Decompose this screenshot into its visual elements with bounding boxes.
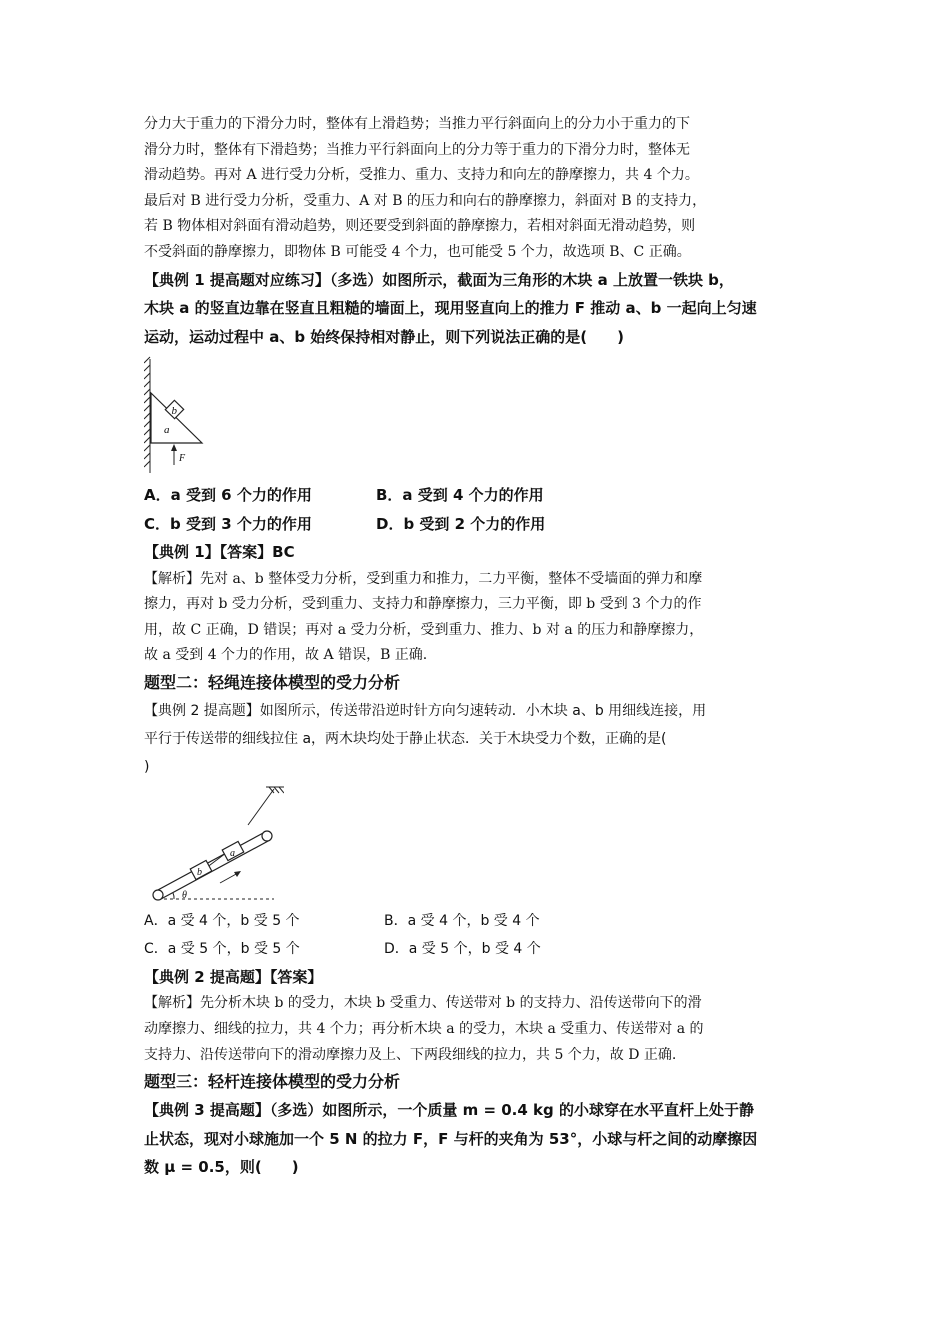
option-c: C．a 受 5 个，b 受 5 个	[144, 940, 300, 957]
belt-direction-arrow	[220, 871, 241, 883]
question-line: )	[144, 758, 150, 775]
analysis-line: 用，故 C 正确，D 错误；再对 a 受力分析，受到重力、推力、b 对 a 的压力和静摩擦力，	[144, 621, 704, 638]
option-b: B．a 受到 4 个力的作用	[376, 486, 544, 505]
question-line: 数 μ = 0.5，则( )	[144, 1158, 299, 1177]
question-line: 【典例 2 提高题】如图所示，传送带沿逆时针方向匀速转动．小木块 a、b 用细线连接，用	[144, 702, 707, 719]
analysis-continuation	[144, 112, 814, 266]
ceiling-hatching	[266, 787, 284, 793]
example-1	[144, 266, 814, 669]
force-arrow	[171, 444, 177, 465]
wedge-wall-figure	[144, 355, 216, 475]
option-a: A．a 受 4 个，b 受 5 个	[144, 912, 300, 929]
option-a: A．a 受到 6 个力的作用	[144, 486, 312, 505]
tether-string	[248, 789, 274, 825]
analysis-line: 擦力，再对 b 受力分析，受到重力、支持力和静摩擦力，三力平衡，即 b 受到 3 个力的作	[144, 596, 702, 613]
example-2	[144, 697, 814, 1068]
label-F: F	[179, 453, 186, 465]
analysis-line: 【解析】先对 a、b 整体受力分析，受到重力和推力，二力平衡，整体不受墙面的弹力和摩	[144, 570, 703, 587]
text-line: 若 B 物体相对斜面有滑动趋势，则还要受到斜面的静摩擦力，若相对斜面无滑动趋势，则	[144, 218, 696, 235]
answer-ex2: 【典例 2 提高题】【答案】	[144, 967, 323, 986]
question-line: 【典例 1 提高题对应练习】（多选）如图所示，截面为三角形的木块 a 上放置一铁块 b，	[144, 270, 734, 289]
question-line: 止状态，现对小球施加一个 5 N 的拉力 F，F 与杆的夹角为 53°，小球与杆之间的动摩擦因	[144, 1129, 758, 1148]
option-d: D．b 受到 2 个力的作用	[376, 514, 546, 533]
wedge-a	[151, 393, 202, 443]
text-line: 滑动趋势。再对 A 进行受力分析，受推力、重力、支持力和向左的静摩擦力，共 4 个力。	[144, 167, 699, 184]
analysis-line: 支持力、沿传送带向下的滑动摩擦力及上、下两段细线的拉力，共 5 个力，故 D 正确.	[144, 1046, 677, 1063]
answer-ex1: 【典例 1】【答案】BC	[144, 543, 295, 562]
section-heading-3: 题型三：轻杆连接体模型的受力分析	[144, 1072, 401, 1092]
text-line: 滑分力时，整体有下滑趋势；当推力平行斜面向上的分力等于重力的下滑分力时，整体无	[144, 141, 690, 158]
analysis-line: 动摩擦力、细线的拉力，共 4 个力；再分析木块 a 的受力，木块 a 受重力、传送带对 a 的	[144, 1021, 704, 1038]
options-ex1	[144, 481, 814, 538]
question-line: 运动，运动过程中 a、b 始终保持相对静止，则下列说法正确的是( )	[144, 327, 625, 346]
pulley-lower	[153, 890, 163, 900]
question-line: 【典例 3 提高题】（多选）如图所示，一个质量 m = 0.4 kg 的小球穿在水平直杆上处于静	[144, 1101, 754, 1120]
page-content	[144, 112, 814, 1182]
belt-bottom	[161, 840, 270, 899]
label-a: a	[230, 847, 235, 859]
example-3	[144, 1096, 814, 1182]
analysis-line: 故 a 受到 4 个力的作用，故 A 错误，B 正确.	[144, 647, 428, 664]
belt-top	[156, 832, 265, 891]
text-line: 最后对 B 进行受力分析，受重力、A 对 B 的压力和向右的静摩擦力，斜面对 B 的支持力，	[144, 192, 707, 209]
question-line: 平行于传送带的细线拉住 a，两木块均处于静止状态．关于木块受力个数，正确的是(	[144, 730, 667, 747]
label-a: a	[164, 424, 170, 437]
text-line: 不受斜面的静摩擦力，即物体 B 可能受 4 个力，也可能受 5 个力，故选项 B、C 正确。	[144, 243, 691, 260]
conveyor-belt-figure	[144, 785, 284, 907]
label-b: b	[171, 405, 177, 418]
text-line: 分力大于重力的下滑分力时，整体有上滑趋势；当推力平行斜面向上的分力小于重力的下	[144, 116, 690, 132]
options-ex2	[144, 907, 814, 963]
wall-hatching	[144, 357, 150, 473]
label-b: b	[197, 866, 202, 878]
label-theta: θ	[182, 889, 187, 901]
section-heading-2: 题型二：轻绳连接体模型的受力分析	[144, 672, 401, 692]
option-d: D．a 受 5 个，b 受 4 个	[384, 940, 541, 957]
question-line: 木块 a 的竖直边靠在竖直且粗糙的墙面上，现用竖直向上的推力 F 推动 a、b 一起向上匀速	[144, 299, 757, 318]
angle-arc	[173, 893, 174, 899]
pulley-upper	[262, 831, 272, 841]
option-c: C．b 受到 3 个力的作用	[144, 514, 312, 533]
analysis-line: 【解析】先分析木块 b 的受力，木块 b 受重力、传送带对 b 的支持力、沿传送带向下的滑	[144, 995, 702, 1012]
option-b: B．a 受 4 个，b 受 4 个	[384, 912, 540, 929]
